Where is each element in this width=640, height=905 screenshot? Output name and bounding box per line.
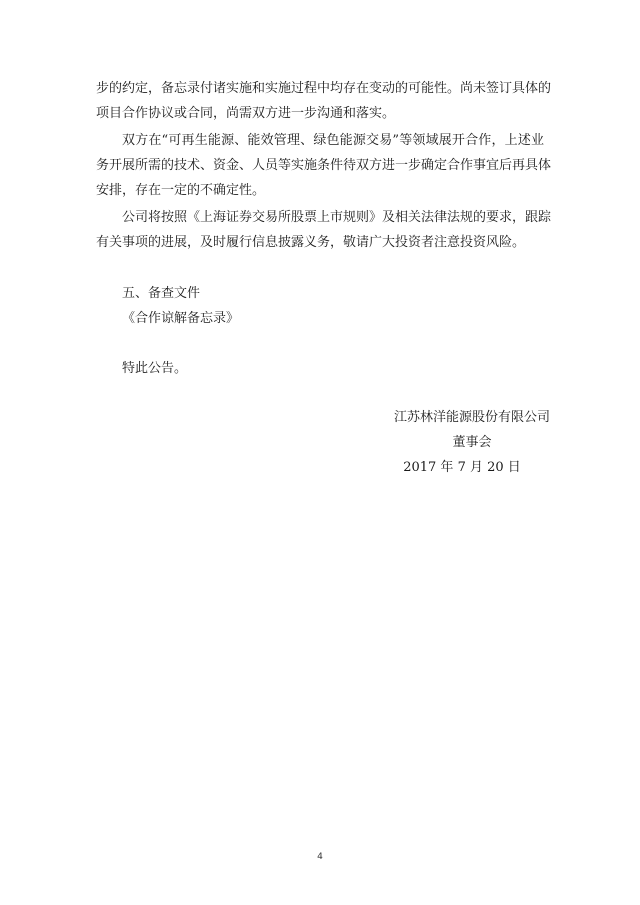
page-number: 4 <box>317 852 323 862</box>
paragraph-2-line-3: 安排，存在一定的不确定性。 <box>96 183 266 198</box>
paragraph-1-line-1: 步的约定，备忘录付诸实施和实施过程中均存在变动的可能性。尚未签订具体的 <box>96 81 552 96</box>
paragraph-3-line-2: 有关事项的进展，及时履行信息披露义务，敬请广大投资者注意投资风险。 <box>96 235 526 250</box>
closing-statement: 特此公告。 <box>122 361 188 376</box>
paragraph-2-line-2: 务开展所需的技术、资金、人员等实施条件待双方进一步确定合作事宜后再具体 <box>96 158 552 173</box>
paragraph-2-line-1: 双方在“可再生能源、能效管理、绿色能源交易”等领域展开合作，上述业 <box>122 133 544 148</box>
signature-date: 2017 年 7 月 20 日 <box>403 460 521 475</box>
documents-heading: 五、备查文件 <box>122 286 201 301</box>
signature-company: 江苏林洋能源股份有限公司 <box>393 410 550 425</box>
signature-board: 董事会 <box>452 435 492 450</box>
paragraph-1-line-2: 项目合作协议或合同，尚需双方进一步沟通和落实。 <box>96 106 396 121</box>
documents-item: 《合作谅解备忘录》 <box>122 311 240 326</box>
paragraph-3-line-1: 公司将按照《上海证券交易所股票上市规则》及相关法律法规的要求，跟踪 <box>122 210 552 225</box>
